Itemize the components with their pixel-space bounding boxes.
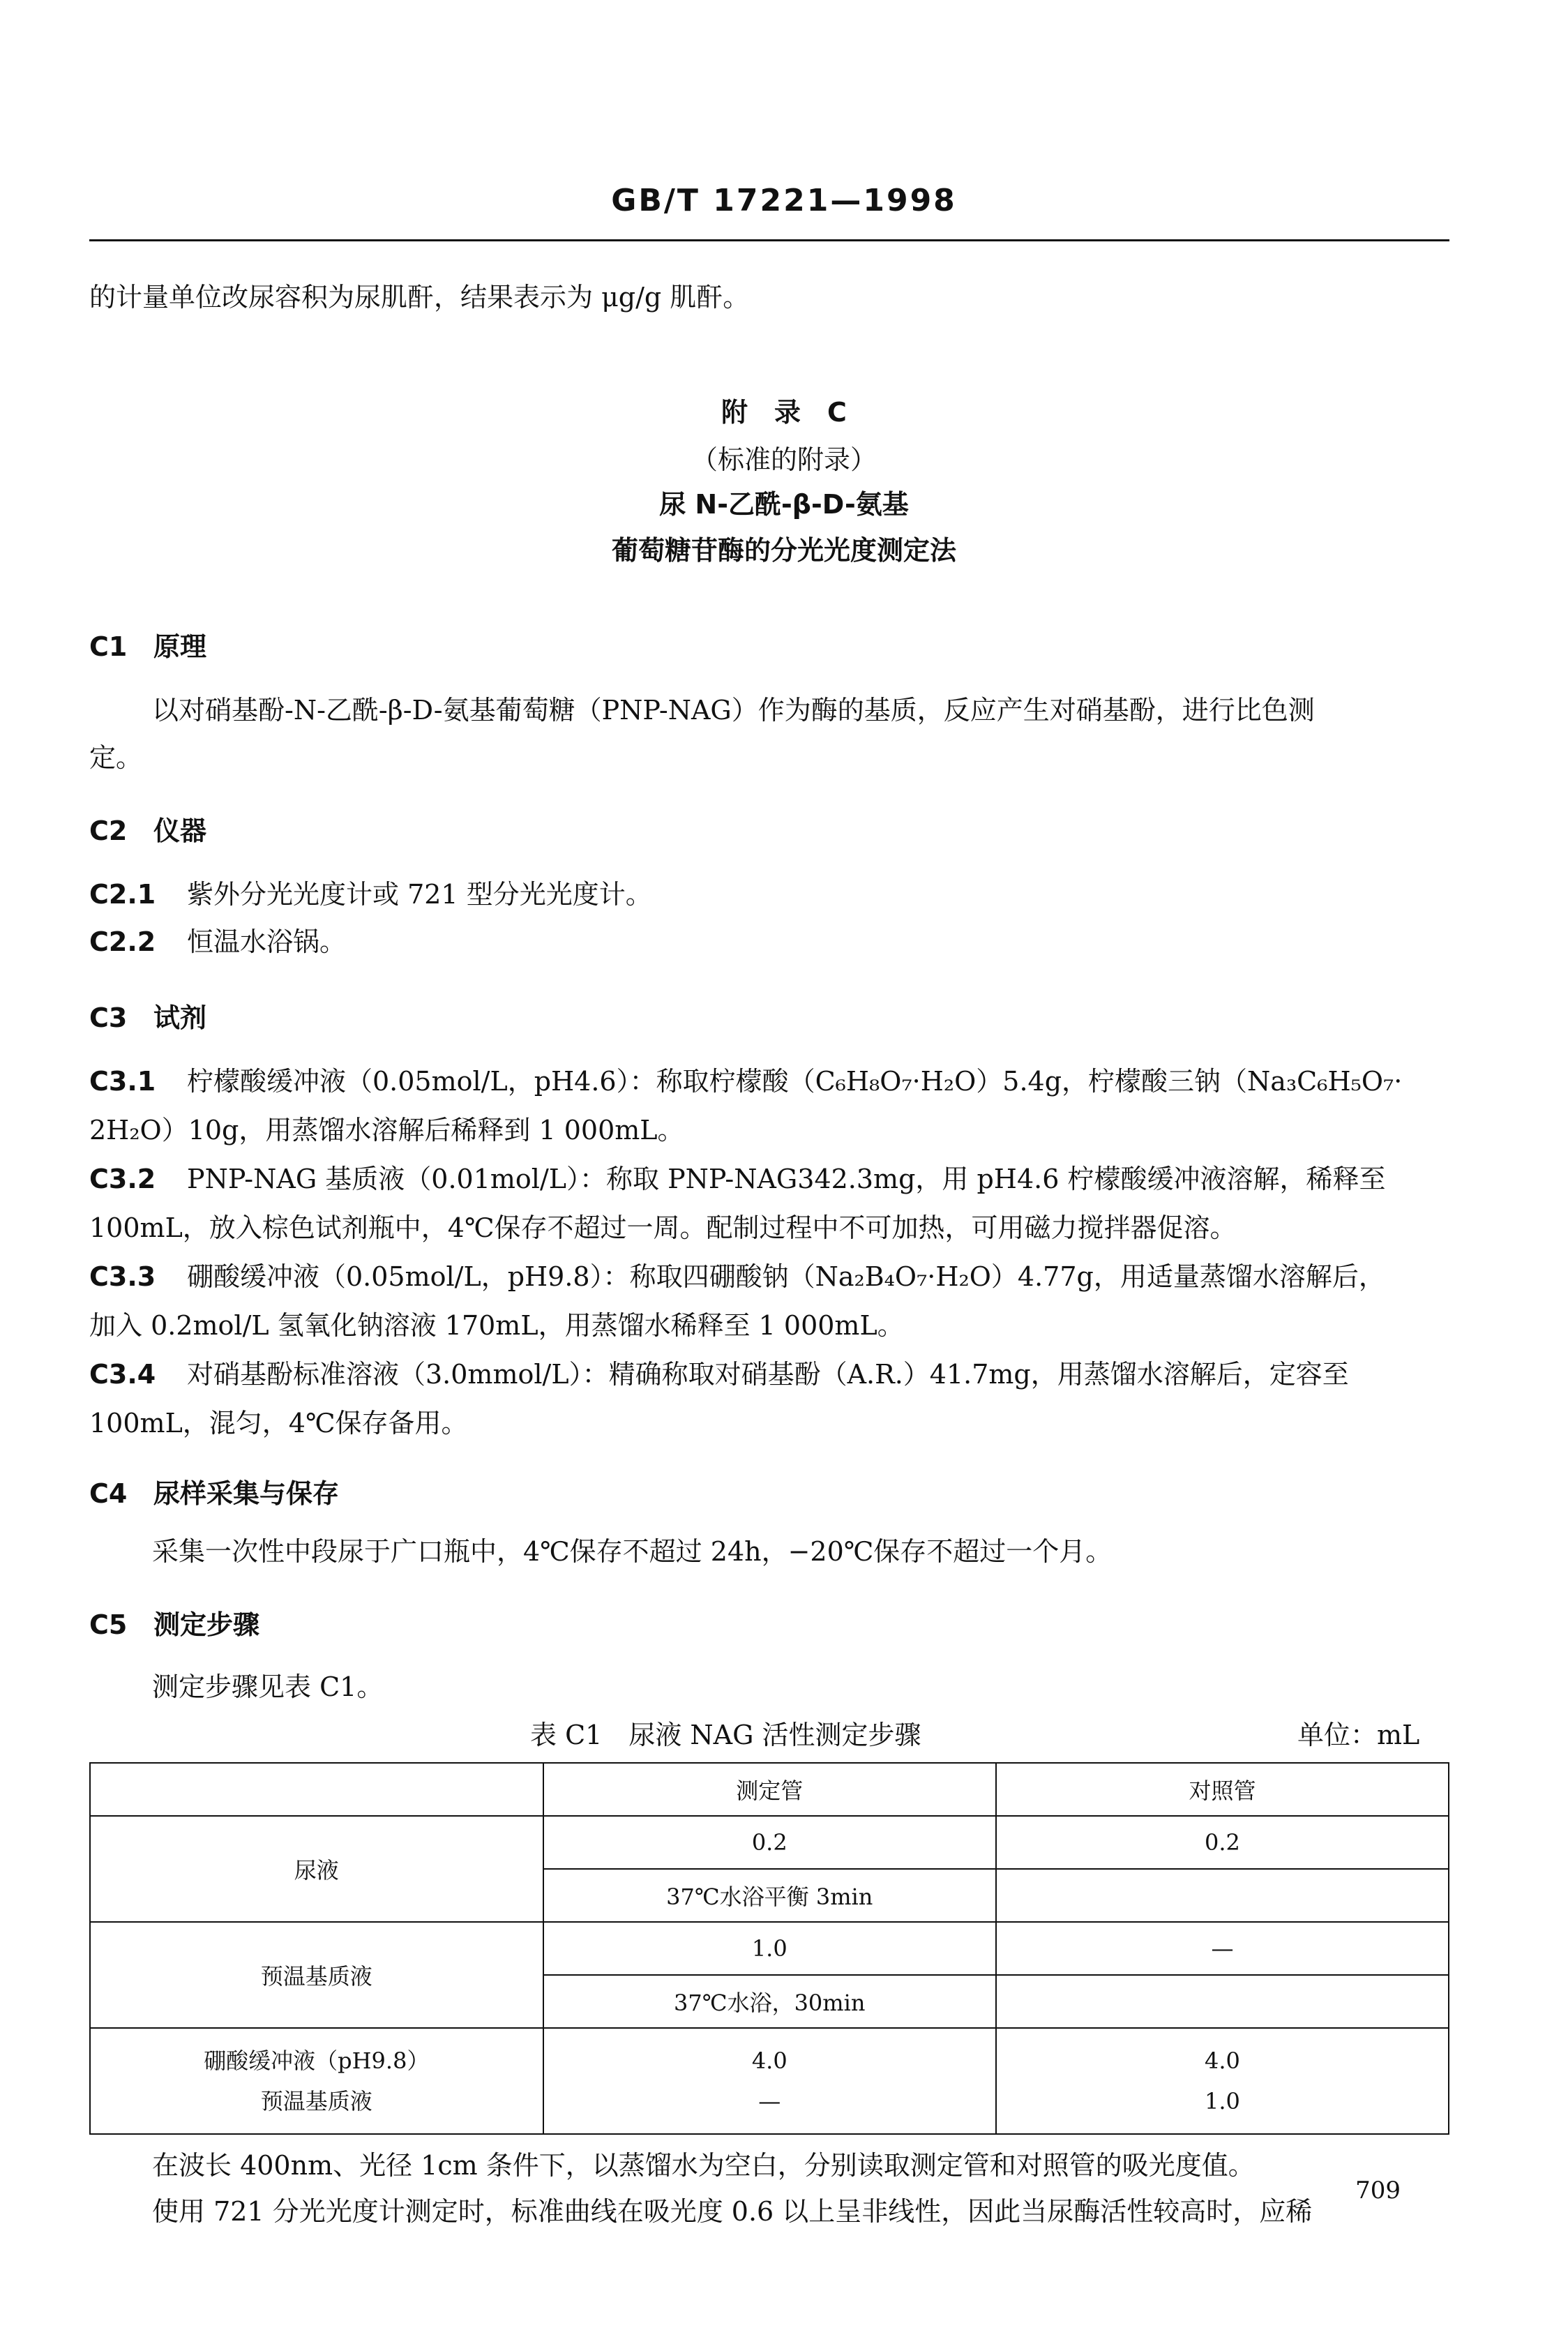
after-table-line2: 使用 721 分光光度计测定时，标准曲线在吸光度 0.6 以上呈非线性，因此当尿酶活性较高时，应稀 bbox=[152, 2196, 1313, 2227]
cell-test-value: 0.2 bbox=[543, 1816, 996, 1869]
table-row bbox=[90, 2028, 1449, 2134]
table-header-row bbox=[90, 1763, 1449, 1816]
appendix-title: 附 录 C bbox=[721, 397, 847, 428]
item-number: C2.2 bbox=[89, 926, 156, 957]
item-text: PNP-NAG 基质液（0.01mol/L）：称取 PNP-NAG342.3mg，用 pH4.6 柠檬酸缓冲液溶解，稀释至 bbox=[187, 1164, 1386, 1194]
c3-1-line1 bbox=[89, 1062, 1449, 1101]
page-number: 709 bbox=[1355, 2177, 1401, 2204]
item-number: C3.3 bbox=[89, 1261, 156, 1292]
table-row bbox=[90, 1922, 1449, 1975]
section-title: 测定步骤 bbox=[153, 1609, 260, 1640]
cell-control-value: — bbox=[996, 1922, 1449, 1975]
cell-control-value: 1.0 bbox=[1205, 2088, 1240, 2114]
section-number: C5 bbox=[89, 1609, 128, 1640]
header-control-tube: 对照管 bbox=[996, 1763, 1449, 1816]
row-label-urine: 尿液 bbox=[90, 1816, 543, 1922]
label-borate-buffer: 硼酸缓冲液（pH9.8） bbox=[204, 2048, 430, 2074]
cell-test-value: 1.0 bbox=[543, 1922, 996, 1975]
c3-2-line2: 100mL，放入棕色试剂瓶中，4℃保存不超过一周。配制过程中不可加热，可用磁力搅拌器促溶。 bbox=[89, 1212, 1237, 1243]
item-text: 恒温水浴锅。 bbox=[187, 926, 347, 957]
cell-step-note: 37℃水浴平衡 3min bbox=[543, 1869, 996, 1922]
steps-table bbox=[89, 1762, 1449, 2135]
c2-1-item bbox=[89, 875, 1449, 914]
section-number: C3 bbox=[89, 1002, 128, 1033]
section-c2-heading bbox=[89, 809, 206, 848]
cell-control-value: 4.0 bbox=[1205, 2048, 1240, 2074]
row-label-substrate: 预温基质液 bbox=[90, 1922, 543, 2028]
table-row bbox=[90, 1816, 1449, 1869]
item-number: C3.4 bbox=[89, 1359, 156, 1390]
table-unit: 单位：mL bbox=[1297, 1720, 1420, 1750]
item-text: 柠檬酸缓冲液（0.05mol/L，pH4.6）：称取柠檬酸（C₆H₈O₇·H₂O）5.4g，柠檬酸三钠（Na₃C₆H₅O₇· bbox=[187, 1066, 1403, 1097]
cell-control-values bbox=[996, 2028, 1449, 2134]
appendix-name-line1: 尿 N-乙酰-β-D-氨基 bbox=[659, 489, 909, 520]
c4-text: 采集一次性中段尿于广口瓶中，4℃保存不超过 24h，−20℃保存不超过一个月。 bbox=[152, 1536, 1113, 1567]
cell-control-value: 0.2 bbox=[996, 1816, 1449, 1869]
header-rule bbox=[89, 239, 1449, 241]
item-number: C2.1 bbox=[89, 879, 156, 910]
item-text: 硼酸缓冲液（0.05mol/L，pH9.8）：称取四硼酸钠（Na₂B₄O₇·H₂O）4.77g，用适量蒸馏水溶解后， bbox=[187, 1261, 1385, 1292]
cell-test-value: 4.0 bbox=[751, 2048, 787, 2074]
section-c1-heading bbox=[89, 625, 206, 663]
item-number: C3.2 bbox=[89, 1164, 156, 1194]
after-table-line1: 在波长 400nm、光径 1cm 条件下，以蒸馏水为空白，分别读取测定管和对照管的吸光度值。 bbox=[152, 2150, 1255, 2181]
section-title: 尿样采集与保存 bbox=[153, 1478, 340, 1509]
row-label-borate bbox=[90, 2028, 543, 2134]
section-c4-heading bbox=[89, 1472, 339, 1510]
appendix-name-line2: 葡萄糖苷酶的分光光度测定法 bbox=[611, 535, 956, 566]
cell-empty bbox=[996, 1975, 1449, 2028]
cell-step-note: 37℃水浴，30min bbox=[543, 1975, 996, 2028]
header-empty-cell bbox=[90, 1763, 543, 1816]
section-number: C2 bbox=[89, 816, 128, 846]
c3-3-line1 bbox=[89, 1257, 1449, 1296]
intro-line: 的计量单位改尿容积为尿肌酐，结果表示为 μg/g 肌酐。 bbox=[89, 282, 750, 313]
appendix-subtitle: （标准的附录） bbox=[691, 444, 877, 475]
c5-text: 测定步骤见表 C1。 bbox=[152, 1671, 384, 1702]
section-number: C4 bbox=[89, 1478, 128, 1509]
cell-test-values bbox=[543, 2028, 996, 2134]
c3-4-line2: 100mL，混匀，4℃保存备用。 bbox=[89, 1408, 468, 1438]
c3-3-line2: 加入 0.2mol/L 氢氧化钠溶液 170mL，用蒸馏水稀释至 1 000mL。 bbox=[89, 1310, 904, 1341]
item-text: 紫外分光光度计或 721 型分光光度计。 bbox=[187, 879, 652, 910]
c3-4-line1 bbox=[89, 1355, 1449, 1394]
table-caption: 表 C1 尿液 NAG 活性测定步骤 bbox=[530, 1720, 921, 1750]
section-title: 原理 bbox=[153, 631, 207, 662]
section-c3-heading bbox=[89, 996, 206, 1035]
c3-2-line1 bbox=[89, 1159, 1449, 1199]
section-number: C1 bbox=[89, 631, 128, 662]
section-title: 试剂 bbox=[153, 1002, 207, 1033]
c1-text-line1: 以对硝基酚-N-乙酰-β-D-氨基葡萄糖（PNP-NAG）作为酶的基质，反应产生对硝基酚，进行比色测 bbox=[152, 695, 1315, 726]
cell-empty bbox=[996, 1869, 1449, 1922]
section-title: 仪器 bbox=[153, 816, 207, 846]
c1-text-line2: 定。 bbox=[89, 742, 143, 773]
c2-2-item bbox=[89, 922, 1449, 961]
standard-code-header: GB/T 17221—1998 bbox=[611, 183, 957, 218]
header-test-tube: 测定管 bbox=[543, 1763, 996, 1816]
c3-1-line2: 2H₂O）10g，用蒸馏水溶解后稀释到 1 000mL。 bbox=[89, 1115, 684, 1145]
section-c5-heading bbox=[89, 1603, 259, 1641]
item-text: 对硝基酚标准溶液（3.0mmol/L）：精确称取对硝基酚（A.R.）41.7mg，用蒸馏水溶解后，定容至 bbox=[187, 1359, 1349, 1390]
item-number: C3.1 bbox=[89, 1066, 156, 1097]
cell-test-value: — bbox=[758, 2088, 781, 2114]
label-prewarmed-substrate: 预温基质液 bbox=[260, 2088, 372, 2114]
